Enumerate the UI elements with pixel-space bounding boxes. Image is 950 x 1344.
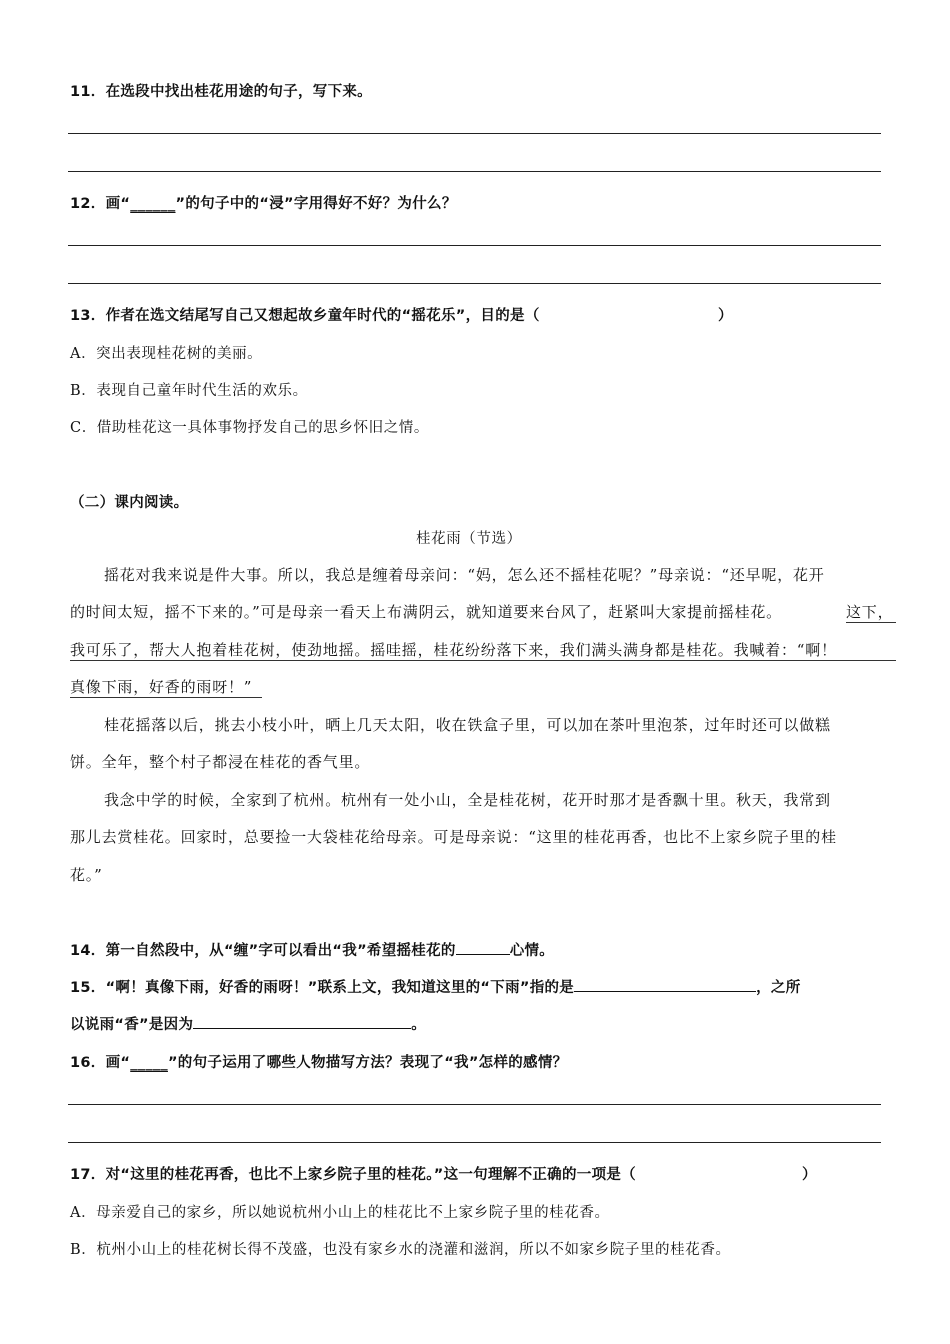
passage-line: 那儿去赏桂花。回家时，总要捡一大袋桂花给母亲。可是母亲说：“这里的桂花再香，也比不上家乡院子里的桂 (70, 828, 837, 846)
passage-title: 桂花雨（节选） (416, 531, 522, 547)
passage-line: 饼。全年，整个村子都浸在桂花的香气里。 (70, 753, 371, 771)
q15-end: 。 (411, 1017, 427, 1033)
wavy-underline (846, 622, 896, 623)
q13-option-a[interactable]: A．突出表现桂花树的美丽。 (70, 346, 263, 362)
question-13: 13．作者在选文结尾写自己又想起故乡童年时代的“摇花乐”，目的是（ (70, 308, 540, 324)
passage-line: 花。” (70, 866, 103, 884)
q13-option-c[interactable]: C．借助桂花这一具体事物抒发自己的思乡怀旧之情。 (70, 420, 429, 436)
question-16 (70, 1051, 567, 1072)
q14-pre: 14．第一自然段中，从“缠”字可以看出“我”希望摇桂花的 (70, 943, 456, 959)
q12-pre: 12．画“ (70, 196, 131, 212)
answer-line[interactable] (68, 245, 881, 246)
q13-option-b[interactable]: B．表现自己童年时代生活的欢乐。 (70, 383, 308, 399)
q14-post: 心情。 (509, 943, 555, 959)
q15-mid: ，之所 (756, 980, 801, 996)
question-12 (70, 192, 457, 213)
answer-line[interactable] (68, 171, 881, 172)
answer-line[interactable] (68, 283, 881, 284)
passage-underlined-start: 这下， (846, 603, 894, 621)
question-17: 17．对“这里的桂花再香，也比不上家乡院子里的桂花。”这一句理解不正确的一项是（ (70, 1167, 636, 1183)
passage-underlined-line: 我可乐了，帮大人抱着桂花树，使劲地摇。摇哇摇，桂花纷纷落下来，我们满头满身都是桂花。我喊着：“啊！ (70, 641, 837, 659)
answer-line[interactable] (68, 1142, 881, 1143)
question-11: 11．在选段中找出桂花用途的句子，写下来。 (70, 84, 372, 100)
q16-blank: _____ (130, 1055, 168, 1071)
wavy-underline (70, 697, 262, 698)
question-14 (70, 939, 554, 960)
answer-line[interactable] (68, 133, 881, 134)
q15-pre: 15．“啊！真像下雨，好香的雨呀！”联系上文，我知道这里的“下雨”指的是 (70, 980, 575, 996)
passage-line: 摇花对我来说是件大事。所以，我总是缠着母亲问：“妈，怎么还不摇桂花呢？”母亲说：“还早呢，花开 (104, 566, 825, 584)
q12-post: ”的句子中的“浸”字用得好不好？为什么？ (175, 196, 457, 212)
passage-line: 桂花摇落以后，挑去小枝小叶，晒上几天太阳，收在铁盒子里，可以加在茶叶里泡茶，过年时还可以做糕 (104, 716, 831, 734)
q17-option-b[interactable]: B．杭州小山上的桂花树长得不茂盛，也没有家乡水的浇灌和滋润，所以不如家乡院子里的桂花香。 (70, 1242, 731, 1258)
wavy-underline (70, 660, 896, 661)
q12-blank: ______ (130, 196, 176, 212)
passage-underlined-end: 真像下雨，好香的雨呀！” (70, 678, 253, 696)
q17-close-paren: ） (802, 1167, 817, 1183)
question-15 (70, 976, 801, 997)
section-heading: （二）课内阅读。 (70, 495, 189, 511)
q14-answer-blank[interactable] (456, 940, 510, 955)
q15-line2-pre: 以说雨“香”是因为 (70, 1017, 194, 1033)
q15-answer-blank-1[interactable] (574, 977, 756, 992)
q16-post: ”的句子运用了哪些人物描写方法？表现了“我”怎样的感情？ (167, 1055, 568, 1071)
question-15-line2 (70, 1013, 426, 1034)
q15-answer-blank-2[interactable] (193, 1014, 411, 1029)
passage-line: 我念中学的时候，全家到了杭州。杭州有一处小山，全是桂花树，花开时那才是香飘十里。秋天，我常到 (104, 791, 831, 809)
q17-option-a[interactable]: A．母亲爱自己的家乡，所以她说杭州小山上的桂花比不上家乡院子里的桂花香。 (70, 1205, 610, 1221)
answer-line[interactable] (68, 1104, 881, 1105)
q16-pre: 16．画“ (70, 1055, 131, 1071)
q13-close-paren: ） (718, 308, 733, 324)
passage-line: 的时间太短，摇不下来的。”可是母亲一看天上布满阴云，就知道要来台风了，赶紧叫大家提前摇桂花。 (70, 603, 782, 621)
